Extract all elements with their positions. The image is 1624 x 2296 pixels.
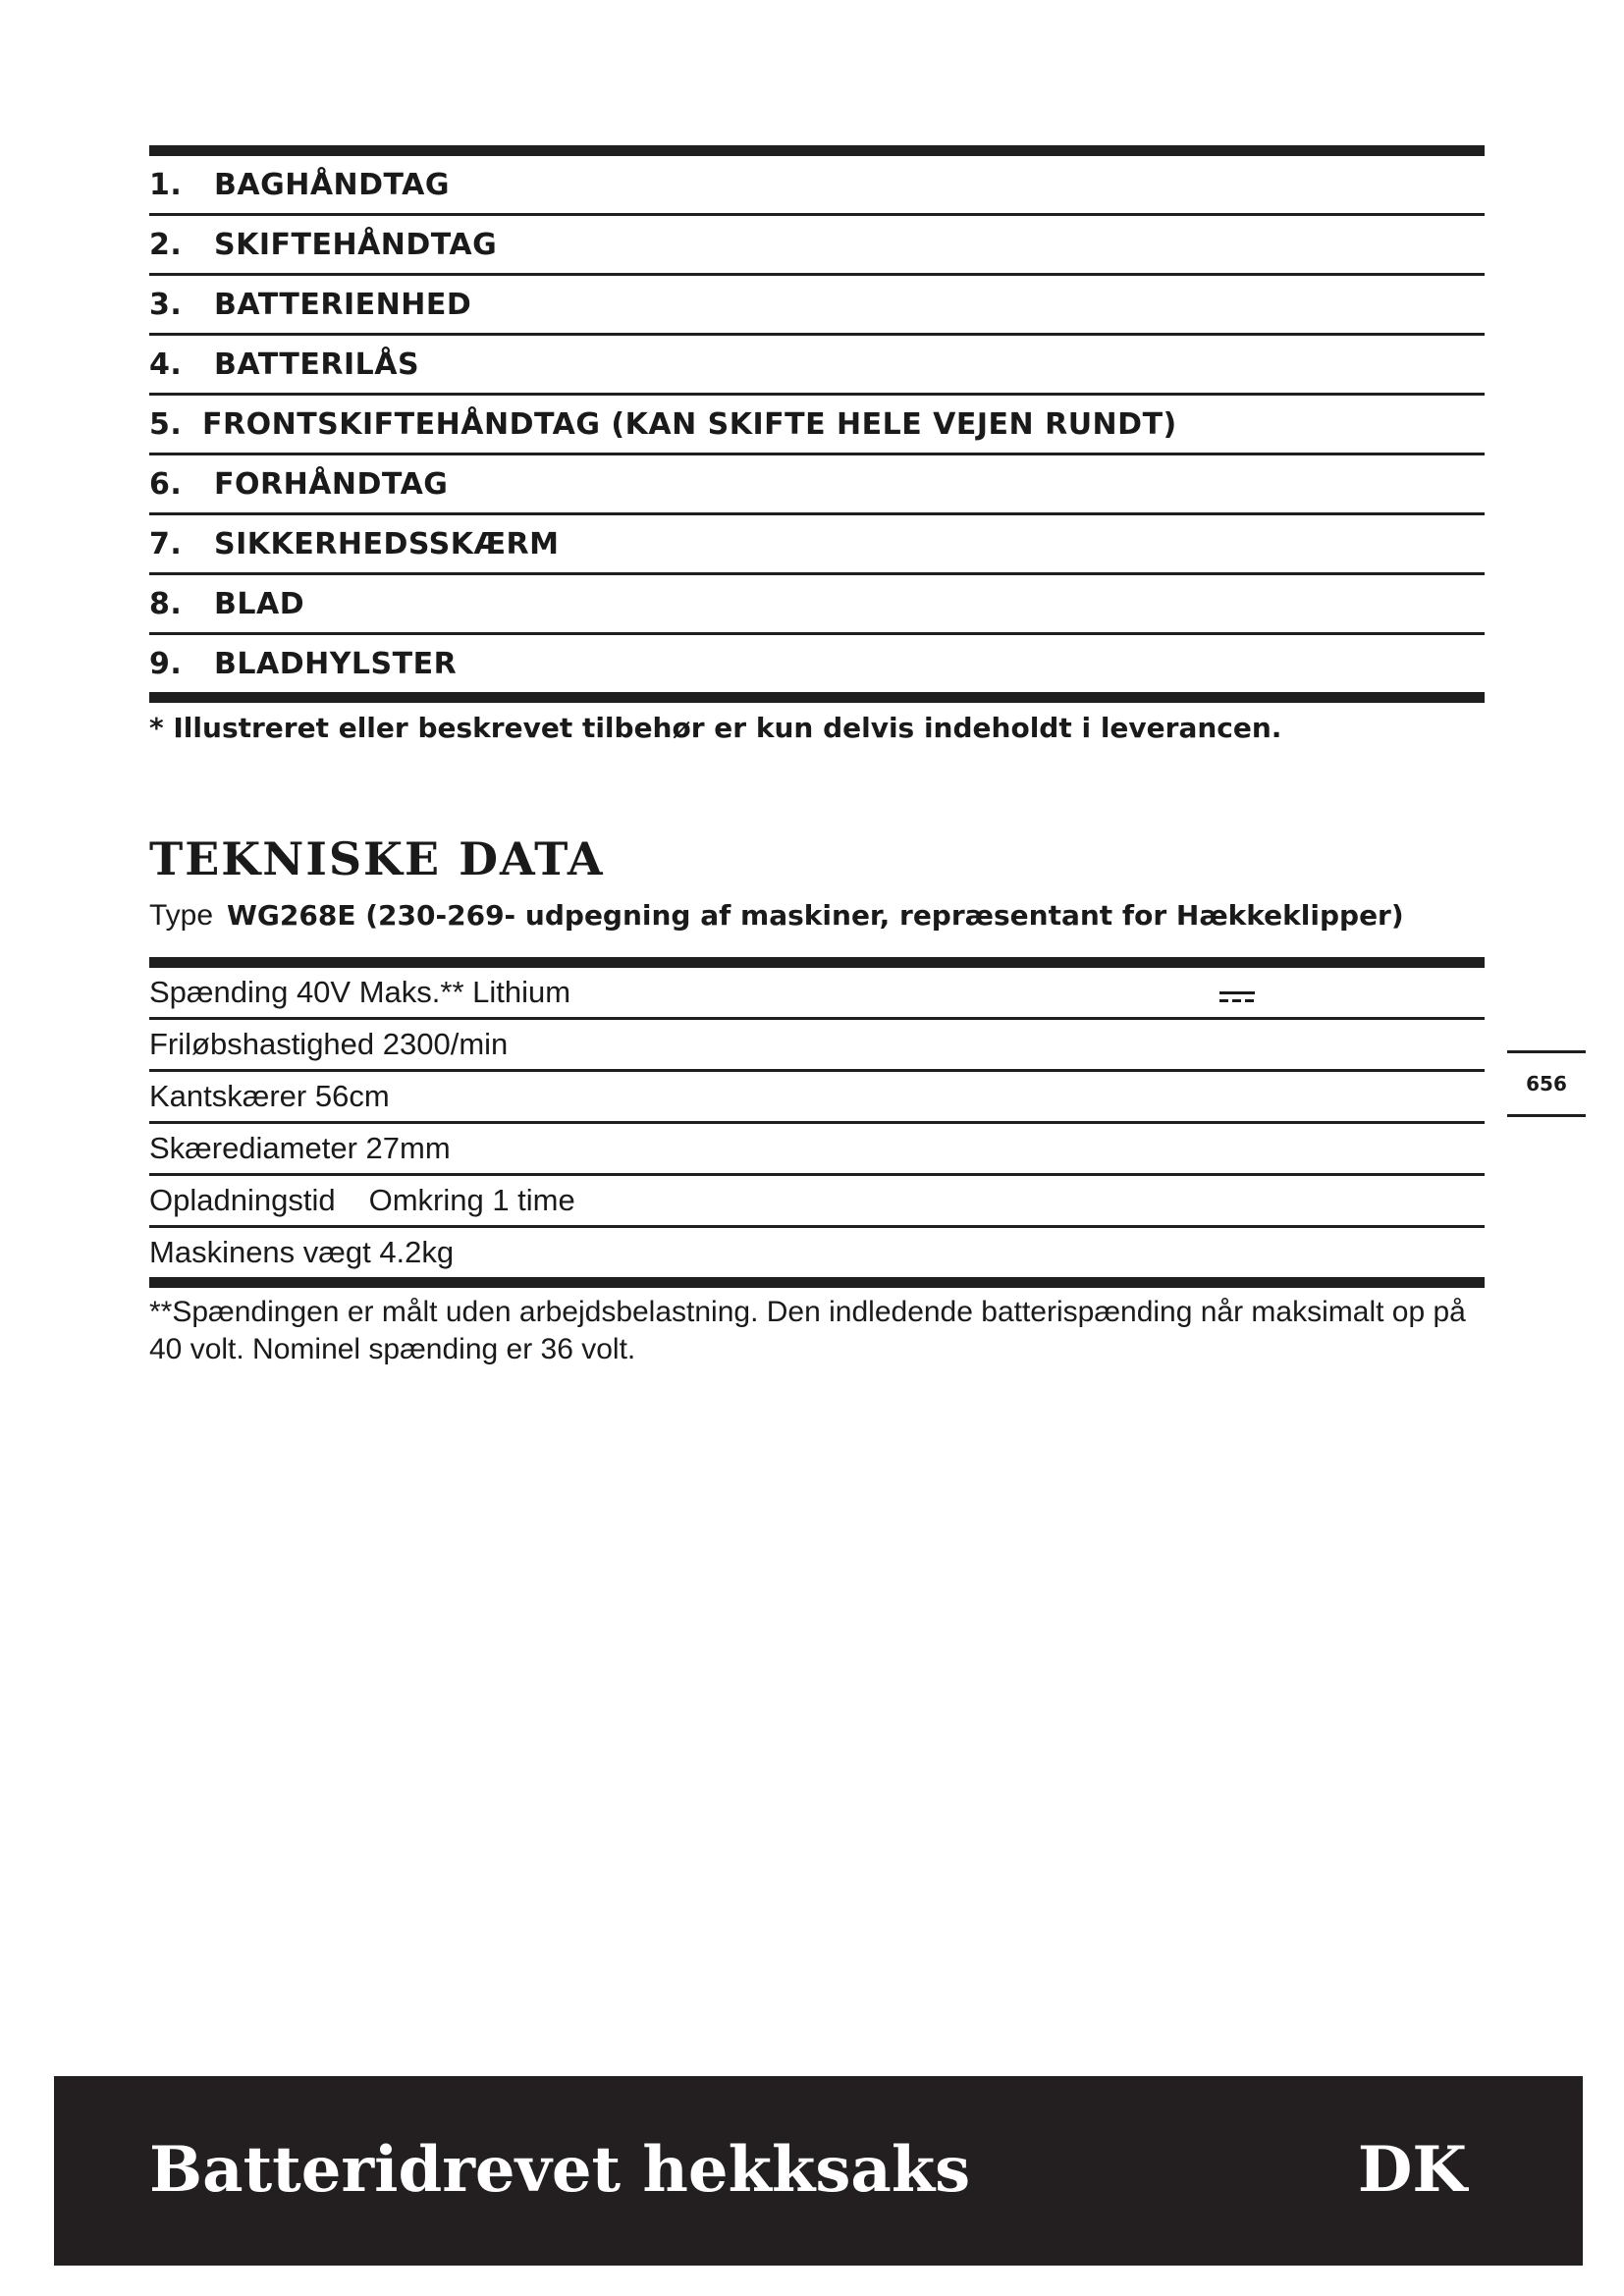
spec-value: Friløbshastighed 2300/min (149, 1027, 509, 1061)
part-label: BATTERIENHED (214, 287, 472, 322)
part-item: 5. FRONTSKIFTEHÅNDTAG (KAN SKIFTE HELE VEJEN RUNDT) (149, 406, 1177, 442)
spec-value-secondary: Omkring 1 time (368, 1183, 575, 1217)
spec-row (149, 1228, 1485, 1277)
part-item: 7. SIKKERHEDSSKÆRM (149, 526, 560, 561)
spec-note: **Spændingen er målt uden arbejdsbelastning. Den indledende batterispænding når maksimalt op på 40 volt. Nominel spænding er 36 volt. (149, 1296, 1466, 1365)
spec-value: Kantskærer 56cm (149, 1079, 390, 1113)
page-number: 656 (1526, 1072, 1567, 1095)
part-item: 2. SKIFTEHÅNDTAG (149, 227, 498, 262)
divider (149, 957, 1485, 968)
part-label: BATTERILÅS (214, 347, 420, 382)
spec-value: Opladningstid (149, 1183, 336, 1217)
type-label: Type (149, 899, 214, 932)
spec-value: Spænding 40V Maks.** Lithium (149, 975, 571, 1009)
footer-banner (54, 2076, 1583, 2266)
page-number-tab (1507, 1050, 1586, 1117)
part-item: 1. BAGHÅNDTAG (149, 167, 451, 202)
spec-value: Skærediameter 27mm (149, 1131, 451, 1165)
part-item: 8. BLAD (149, 586, 305, 621)
type-value: WG268E (230-269- udpegning af maskiner, repræsentant for Hækkeklipper) (227, 899, 1404, 932)
language-code: DK (1357, 2133, 1467, 2207)
type-line (149, 899, 1404, 933)
divider (149, 145, 1485, 156)
spec-table (149, 957, 1485, 1288)
part-label: SKIFTEHÅNDTAG (214, 227, 498, 262)
divider (149, 1277, 1485, 1288)
spec-row (149, 968, 1485, 1017)
part-item: 4. BATTERILÅS (149, 347, 420, 382)
part-label: FRONTSKIFTEHÅNDTAG (KAN SKIFTE HELE VEJEN RUNDT) (202, 406, 1177, 442)
spec-row (149, 1020, 1485, 1069)
spec-row (149, 1124, 1485, 1173)
part-label: BLADHYLSTER (214, 646, 458, 681)
parts-note: * Illustreret eller beskrevet tilbehør er kun delvis indeholdt i leverancen. (149, 712, 1282, 744)
dc-current-icon (1219, 991, 1255, 1005)
part-item: 6. FORHÅNDTAG (149, 466, 449, 502)
footer-title: Batteridrevet hekksaks (149, 2133, 971, 2207)
part-label: BLAD (214, 586, 305, 621)
section-heading: TEKNISKE DATA (149, 832, 605, 885)
parts-list (149, 145, 1485, 703)
part-label: SIKKERHEDSSKÆRM (214, 526, 560, 561)
spec-value: Maskinens vægt 4.2kg (149, 1235, 455, 1269)
spec-row (149, 1072, 1485, 1121)
spec-row (149, 1176, 1485, 1225)
part-item: 9. BLADHYLSTER (149, 646, 458, 681)
part-label: BAGHÅNDTAG (214, 167, 451, 202)
part-item: 3. BATTERIENHED (149, 287, 472, 322)
divider (149, 692, 1485, 703)
part-label: FORHÅNDTAG (214, 466, 449, 502)
